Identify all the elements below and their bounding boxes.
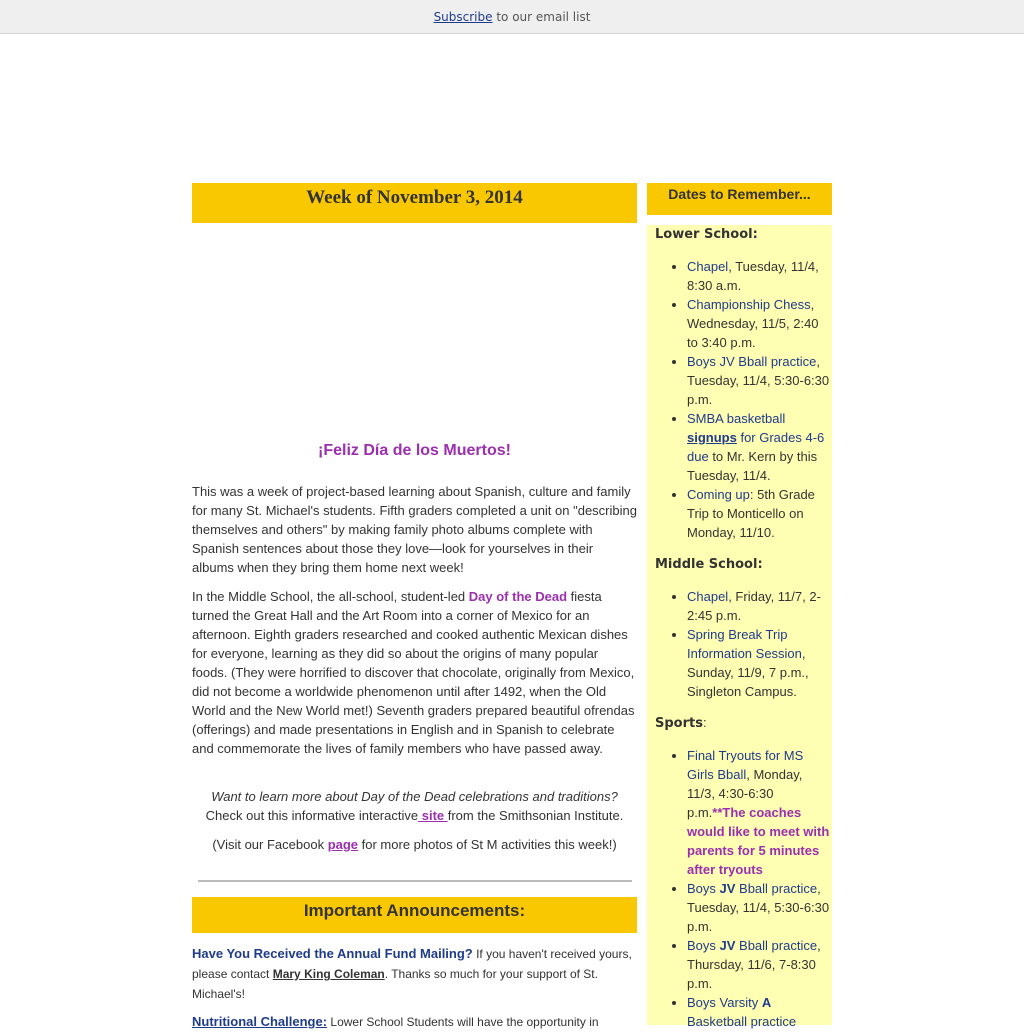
list-item [687, 352, 832, 409]
p2-text-after: fiesta turned the Great Hall and the Art Room into a corner of Mexico for an afternoon. Eighth graders researched and cooked authentic Mexican dishes for everyone, learning as they did so about the origins of many popular foods. (They were horrified to discover that chocolate, originally from Mexico, did not become a worldwide phenomenon until after 1492, when the Old World and the New World met!) Seventh graders prepared beautiful ofrendas (offerings) and made presentations in English and in Spanish to celebrate and commemorate the lives of family members who have passed away. [192, 589, 635, 756]
learn-more-question: Want to learn more about Day of the Dead celebrations and traditions? [211, 789, 618, 804]
week-title: Week of November 3, 2014 [306, 187, 523, 208]
list-item [687, 879, 832, 936]
ms-chapel-link[interactable]: Chapel [687, 589, 729, 604]
item-text: , Thursday, 11/6, 7-8:30 p.m. [687, 938, 821, 991]
item-text: , Sunday, 11/9, 7 p.m., Singleton Campus. [687, 646, 809, 699]
signups-link[interactable]: signups [687, 430, 737, 445]
list-item [687, 625, 832, 701]
jv-link-a2[interactable]: Boys [687, 938, 720, 953]
list-item [687, 409, 832, 485]
jv-bold[interactable]: JV [719, 881, 736, 896]
list-item [687, 746, 832, 879]
nutritional-text: Lower School Students will have the opportunity in [327, 1015, 599, 1029]
subscribe-link[interactable]: Subscribe [433, 10, 493, 24]
jv-bold2[interactable]: JV [719, 938, 736, 953]
spring-break-link[interactable]: Spring Break Trip Information Session [687, 627, 802, 661]
varsity-link-b[interactable]: Basketball practice [687, 1014, 797, 1029]
subscribe-text: to our email list [492, 10, 591, 24]
divider [198, 880, 632, 882]
list-item [687, 993, 832, 1031]
annual-fund-text: If you haven't received yours, please contact [192, 947, 632, 981]
list-item [687, 257, 832, 295]
item-text: , Tuesday, 11/4, 5:30-6:30 p.m. [687, 881, 830, 934]
lower-school-label [655, 226, 758, 242]
annual-fund-heading: Have You Received the Annual Fund Mailing? [192, 946, 473, 961]
paragraph-middle-school [192, 587, 637, 758]
facebook-page-link[interactable]: page [327, 837, 359, 852]
dates-sidebar [647, 183, 832, 1029]
p4-text: (Visit our Facebook [212, 837, 328, 852]
paragraph-learn-more [192, 787, 637, 825]
p4-text-after: for more photos of St M activities this week!) [358, 837, 617, 852]
jv-link-b2[interactable]: Bball practice [735, 938, 818, 953]
tryouts-link[interactable]: Final Tryouts for MS Girls Bball [687, 748, 804, 782]
main-column [192, 183, 637, 1029]
chapel-link[interactable]: Chapel [687, 259, 729, 274]
item-text: : 5th Grade Trip to Monticello on Monday, 11/10. [687, 487, 815, 540]
week-header [192, 183, 637, 223]
p2-text: In the Middle School, the all-school, student-led [192, 589, 469, 604]
item-text: , Monday, 11/3, 4:30-6:30 p.m. [687, 767, 803, 820]
middle-school-list [647, 587, 832, 701]
day-of-dead-link[interactable]: Day of the Dead [468, 589, 568, 604]
item-text: , Tuesday, 11/4, 8:30 a.m. [687, 259, 819, 293]
paragraph-spanish: This was a week of project-based learning about Spanish, culture and family for many St. Michael's students. Fifth graders completed a unit on "describing themselves and others" by making family photo albums complete with Spanish sentences about those they love—look for yourselves in their albums when they bring them home next week! [192, 484, 637, 575]
varsity-link-a[interactable]: Boys Varsity [687, 995, 762, 1010]
jv-link-a[interactable]: Boys [687, 881, 720, 896]
sports-label-colon: : [702, 715, 707, 730]
jv-bball-link[interactable]: Boys JV Bball practice [687, 354, 817, 369]
p3-text: Check out this informative interactive [205, 808, 419, 823]
item-text: to Mr. Kern by this Tuesday, 11/4. [687, 449, 818, 483]
list-item [687, 587, 832, 625]
announcements-header [192, 897, 637, 933]
middle-school-label-text: Middle School: [655, 557, 763, 572]
list-item [687, 485, 832, 542]
subscribe-bar [0, 0, 1024, 34]
dates-header [647, 183, 832, 215]
feliz-heading: ¡Feliz Día de los Muertos! [318, 442, 511, 459]
middle-school-label [655, 556, 763, 572]
grades-link[interactable]: for Grades 4-6 due [687, 430, 825, 464]
item-text: , Wednesday, 11/5, 2:40 to 3:40 p.m. [687, 297, 819, 350]
dates-title: Dates to Remember... [668, 186, 811, 202]
mary-king-coleman-link[interactable]: Mary King Coleman [272, 967, 385, 981]
sports-list [647, 746, 832, 1031]
coaches-note: **The coaches would like to meet with parents for 5 minutes after tryouts [687, 805, 830, 877]
item-text: , Friday, 11/7, 2-2:45 p.m. [687, 589, 821, 623]
nutritional-heading: Nutritional Challenge: [192, 1014, 328, 1029]
list-item [687, 936, 832, 993]
jv-link-b[interactable]: Bball practice [735, 881, 818, 896]
annual-fund-text-after: . Thanks so much for your support of St. Michael's! [192, 967, 598, 1001]
announcement-annual-fund [192, 944, 637, 1004]
sports-label [655, 715, 707, 731]
varsity-bold[interactable]: A [761, 995, 772, 1010]
paragraph-facebook [192, 835, 637, 854]
list-item [687, 295, 832, 352]
lower-school-list [647, 257, 832, 542]
announcement-nutritional [192, 1012, 637, 1032]
lower-school-label-text: Lower School: [655, 227, 758, 242]
p3-text-after: from the Smithsonian Institute. [447, 808, 624, 823]
smba-link[interactable]: SMBA basketball [687, 411, 786, 426]
coming-up-link[interactable]: Coming up [687, 487, 750, 502]
chess-link[interactable]: Championship Chess [687, 297, 811, 312]
sports-label-text: Sports [655, 716, 703, 731]
item-text: , Tuesday, 11/4, 5:30-6:30 p.m. [687, 354, 830, 407]
announcements-title: Important Announcements: [303, 901, 526, 920]
smithsonian-site-link[interactable]: site [418, 808, 448, 823]
dates-body [647, 225, 832, 1029]
